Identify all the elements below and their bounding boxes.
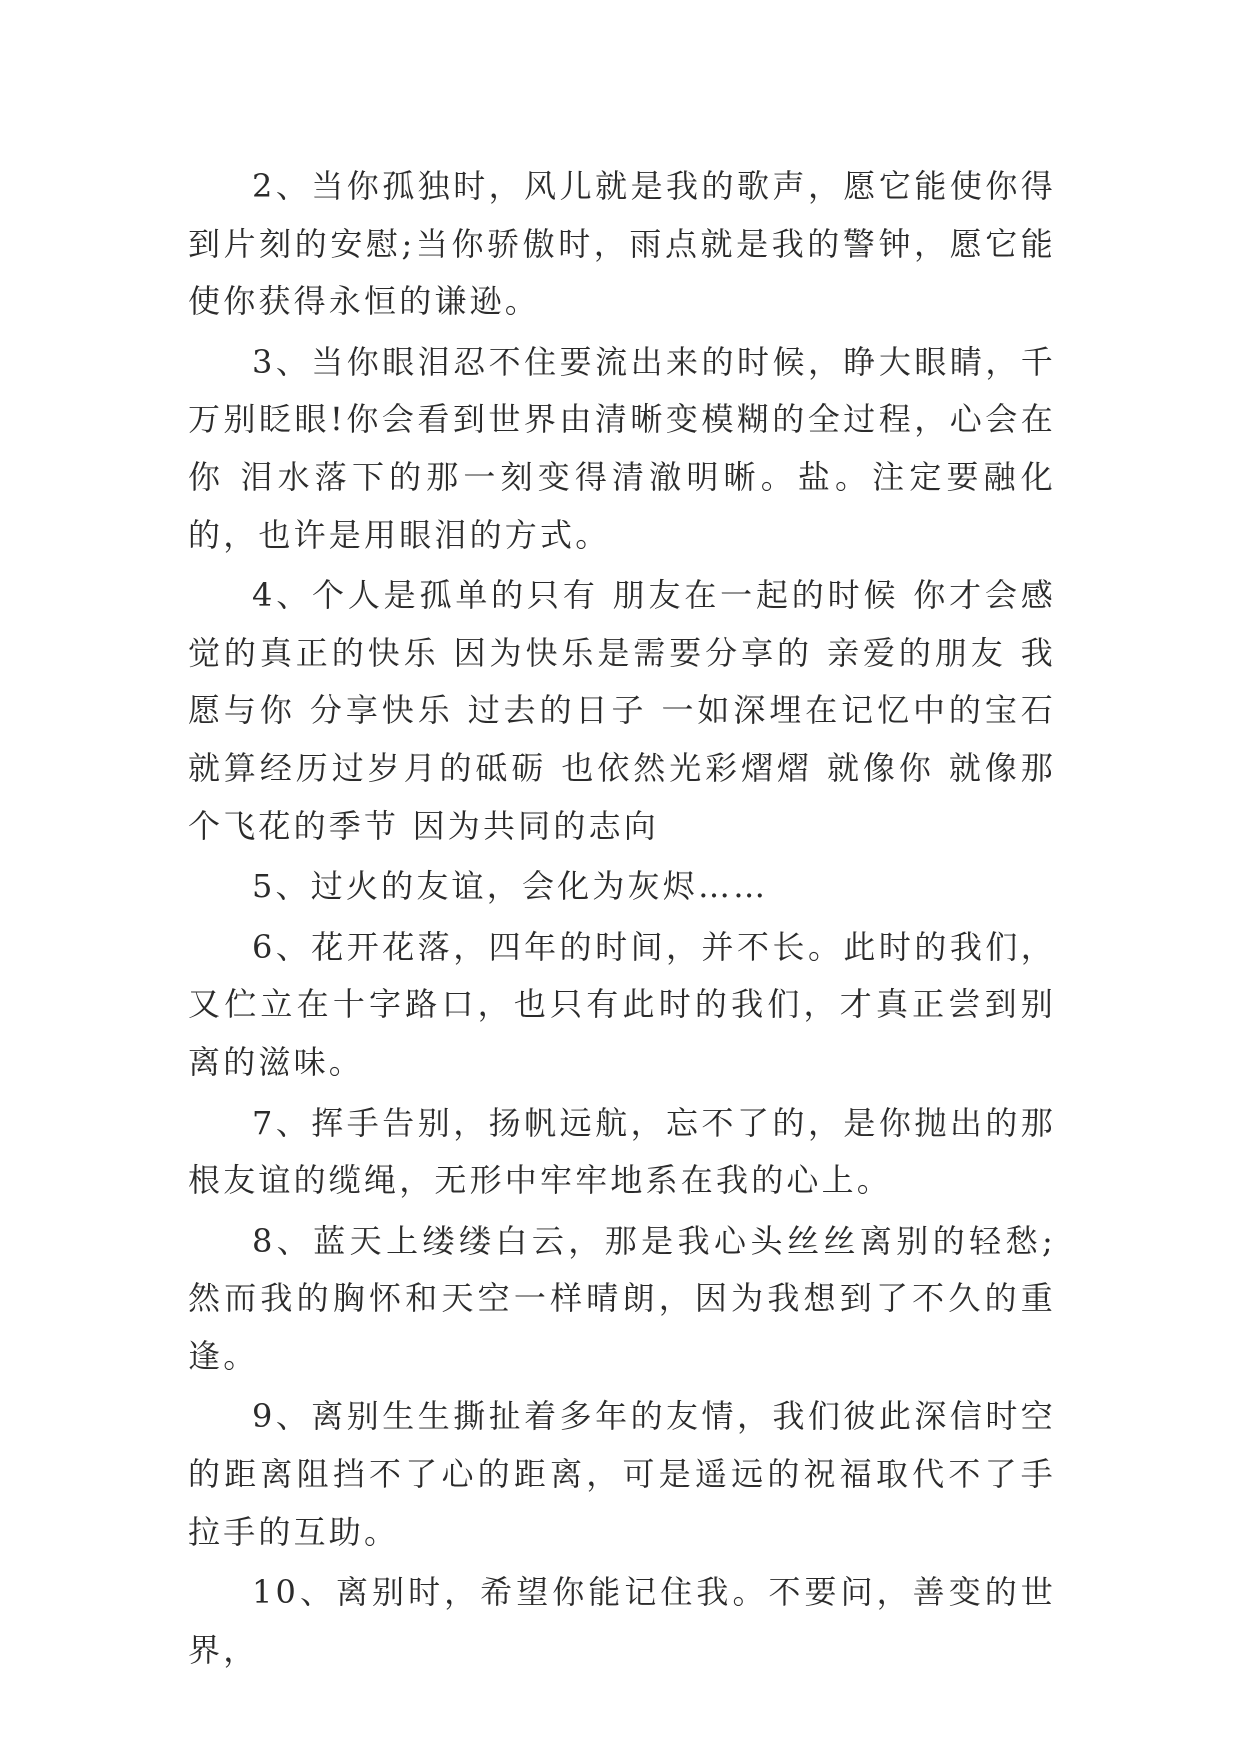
- paragraph-7: 7、挥手告别，扬帆远航，忘不了的，是你抛出的那根友谊的缆绳，无形中牢牢地系在我的心上。: [188, 1103, 1056, 1200]
- paragraph-8: 8、蓝天上缕缕白云，那是我心头丝丝离别的轻愁;然而我的胸怀和天空一样晴朗，因为我想到了不久的重逢。: [188, 1221, 1056, 1375]
- paragraph-3: 3、当你眼泪忍不住要流出来的时候，睁大眼睛，千万别眨眼!你会看到世界由清晰变模糊的全过程，心会在你 泪水落下的那一刻变得清澈明晰。盐。注定要融化的，也许是用眼泪的方式。: [188, 342, 1056, 554]
- paragraph-5: 5、过火的友谊，会化为灰烬……: [252, 867, 769, 906]
- paragraph-4: 4、个人是孤单的只有 朋友在一起的时候 你才会感觉的真正的快乐 因为快乐是需要分享的 亲爱的朋友 我愿与你 分享快乐 过去的日子 一如深埋在记忆中的宝石 就算经历过岁月的砥砺 也依然光彩熠熠 就像你 就像那个飞花的季节 因为共同的志向: [188, 576, 1056, 845]
- paragraph-2: 2、当你孤独时，风儿就是我的歌声，愿它能使你得到片刻的安慰;当你骄傲时，雨点就是我的警钟，愿它能使你获得永恒的谦逊。: [188, 167, 1056, 321]
- paragraph-10: 10、离别时，希望你能记住我。不要问，善变的世界，: [188, 1573, 1056, 1669]
- document-body: [188, 158, 1056, 1682]
- paragraph-6: 6、花开花落，四年的时间，并不长。此时的我们，又伫立在十字路口，也只有此时的我们，才真正尝到别离的滋味。: [188, 927, 1056, 1081]
- paragraph-9: 9、离别生生撕扯着多年的友情，我们彼此深信时空的距离阻挡不了心的距离，可是遥远的祝福取代不了手拉手的互助。: [188, 1397, 1056, 1551]
